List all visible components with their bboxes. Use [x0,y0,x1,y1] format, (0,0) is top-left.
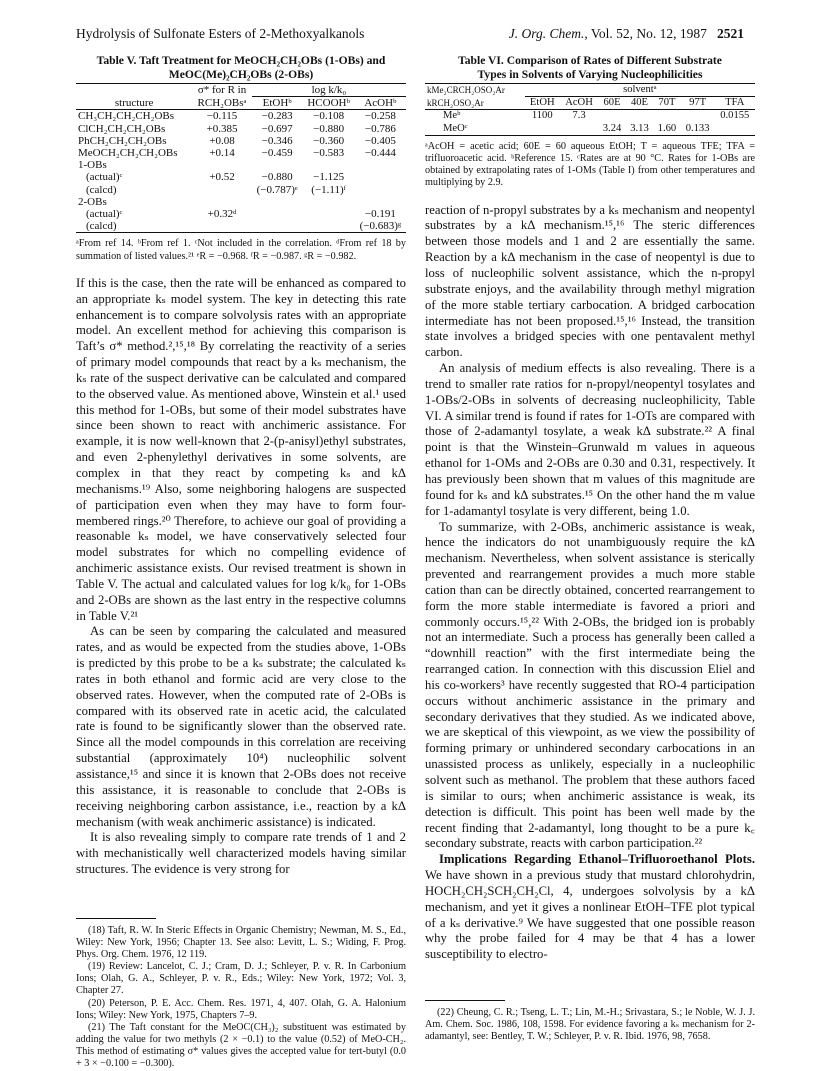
table-row [76,135,406,147]
table-vi-caption [425,54,755,81]
acoh-cell: −0.191 [364,208,396,221]
table-row [76,110,406,123]
rate-ratio-cell: 7.3 [572,110,586,122]
table-vi-footnotes: ᵃAcOH = acetic acid; 60E = 60 aqueous EtOH; T = aqueous TFE; TFA = trifluoroacetic acid. ᵇReference 15. ᶜRates are at 90 °C. Rates for 1-OBs are obtained by extrapolating rates of 1-OMs (Table I) from other temperatures and multiplying by 2.9. [425,140,755,189]
table-vi-caption-line2: Types in Solvents of Varying Nucleophilicities [477,67,703,81]
footnote: (18) Taft, R. W. In Steric Effects in Organic Chemistry; Newman, M. S., Ed., Wiley: New York, 1956; Chapter 13. See also: Levitt, L. S.; Widing, F. Prog. Phys. Org. Chem. 1976, 12 119. [76,925,406,960]
sigma-cell [192,159,252,171]
acoh-cell [355,184,406,196]
solvent-header-40e: 40E [630,97,649,109]
table-row [76,159,406,171]
table-row [425,110,755,123]
table-row [76,208,406,220]
table-v-caption [76,54,406,81]
running-title: Hydrolysis of Sulfonate Esters of 2-Methoxyalkanols [76,26,365,41]
hcooh-cell: −0.360 [313,134,345,147]
hcooh-cell: −0.583 [313,147,345,160]
footnote: (19) Review: Lancelot, C. J.; Cram, D. J.; Schleyer, P. v. R. In Carbonium Ions; Olah, G. A., Schleyer, P. v. R., Eds.; Wiley: New York, 1972; Vol. 3, Chapter 27. [76,961,406,996]
table-v [76,54,406,263]
etoh-cell: −0.697 [261,122,293,135]
etoh-cell [252,196,303,208]
solvent-header-97t: 97T [689,97,707,109]
body-paragraph: As can be seen by comparing the calculated and measured rates, and as would be expected from the studies above, 1-OBs is predicted by this probe to be a kₛ substrate; the calculated kₛ rates in both ethanol and formic acid are very close to the observed rates. However, when the computed rate of 2-OBs is compared with its observed rate in acetic acid, the calculated rate is found to be significantly slower than the observed rate. Since all the model compounds in this correlation are receiving substantial (approximately 10⁴) nucleophilic solvent assistance,¹⁵ and since it is known that 2-OBs does not receive this assistance, it is reasonable to conclude that 2-OBs is receiving neighboring carbon assistance, i.e., reaction by a kΔ mechanism (with weak anchimeric assistance) is indicated. [76,624,406,829]
rate-ratio-cell: 3.13 [630,122,649,134]
table-vi-caption-line1: Table VI. Comparison of Rates of Different Substrate [458,54,722,67]
journal-volume: Vol. 52, No. 12, 1987 [590,26,707,41]
sigma-cell [192,196,252,208]
footnotes-left [76,918,406,1071]
structure-cell: (actual)ᶜ [86,171,123,184]
sigma-cell: +0.52 [209,171,235,184]
solvent-header-etoh: EtOH [529,97,555,109]
structure-cell: (actual)ᶜ [86,208,123,221]
structure-cell: PhCH₂CH₂CH₂OBs [78,134,167,147]
rate-ratio-cell [560,123,599,136]
hcooh-cell: (−1.11)ᶠ [311,183,346,196]
solvent-header-tfa: TFA [725,97,745,109]
table-v-header-sigma: σ* for R in [197,84,247,97]
rate-ratio-cell [681,110,715,123]
sigma-cell: +0.32ᵈ [207,208,237,221]
structure-cell: 1-OBs [78,159,107,172]
table-v-grid [76,83,406,233]
hcooh-cell [302,159,354,171]
table-row [76,196,406,208]
acoh-cell: (−0.683)ᵍ [359,220,402,233]
etoh-cell: −0.346 [261,134,293,147]
etoh-cell [252,208,303,220]
etoh-cell: −0.459 [261,147,293,160]
acoh-cell: −0.258 [364,110,396,123]
rate-ratio-cell: 0.0155 [720,110,750,122]
body-paragraph: It is also revealing simply to compare rate trends of 1 and 2 with mechanistically well characterized models having similar structures. The evidence is very strong for [76,830,406,877]
hcooh-cell [302,196,354,208]
body-paragraph: If this is the case, then the rate will be enhanced as compared to an appropriate kₛ model system. The key in detecting this rate enhancement is to compare solvolysis rates with an appropriate model. An excellent method for achieving this comparison is Taft’s σ* method.²,¹⁵,¹⁸ By correlating the reactivity of a series of primary model compounds that react by a kₛ mechanism, the kₛ rate of the suspect derivative can be calculated and compared to the observed value. As mentioned above, Winstein et al.¹ used this method for 1-OBs, but some of their model substrates have since been shown to react with anchimeric assistance. For example, it is now well-known that 2-(p-anisyl)ethyl substrates, and even 2-phenylethyl derivatives in some solvents, are complex in that they react by competing kₛ and kΔ mechanisms.¹⁹ Also, some neighboring halogens are suspected of participation even when they may have to form four-membered rings.²⁰ Therefore, to achieve our goal of providing a reasonable kₛ model, we have conservatively selected four model substrates for which no compelling evidence of anchimeric assistance exists. Our revised treatment is shown in Table V. The actual and calculated values for log k/k₀ for 1-OBs and 2-OBs are shown as the last entry in the respective columns in Table V.²¹ [76,275,406,623]
acoh-cell: −0.444 [364,147,396,160]
acoh-cell [355,159,406,171]
table-vi-ratio-denominator: kRCH₂OSO₂Ar [427,97,484,108]
acoh-cell [355,171,406,183]
table-v-header-sigma2: RCH₂OBsᵃ [197,96,247,109]
table-v-header-hcooh: HCOOHᵇ [307,97,350,110]
acoh-cell: −0.405 [364,134,396,147]
footnote: (22) Cheung, C. R.; Tseng, L. T.; Lin, M.-H.; Srivastara, S.; le Noble, W. J. J. Am. Chem. Soc. 1986, 108, 1598. For evidence favoring a kₛ mechanism for 2-adamantyl, see: Bentley, T. W.; Schleyer, P. v. R. Ibid. 1976, 98, 7658. [425,1007,755,1042]
section-heading: Implications Regarding Ethanol–Trifluoroethanol Plots. [439,852,755,867]
rate-ratio-cell [525,123,560,136]
table-row [76,147,406,159]
rate-ratio-cell: 3.24 [602,122,622,134]
hcooh-cell [302,208,354,220]
sigma-cell [192,220,252,233]
table-v-header-structure: structure [114,96,154,109]
table-v-caption-line1: Table V. Taft Treatment for MeOCH₂CH₂OBs (1-OBs) and [96,54,386,67]
footnote-rule [425,1000,505,1001]
table-vi-ratio-numerator: kMe₂CRCH₂OSO₂Ar [427,85,505,96]
table-v-header-etoh: EtOHᵇ [262,97,292,110]
etoh-cell [252,159,303,171]
structure-cell: 2-OBs [78,195,107,208]
rate-ratio-cell: 0.133 [685,122,710,134]
table-row [76,184,406,196]
solvent-header-acoh: AcOH [565,97,593,109]
sigma-cell: +0.08 [209,134,235,147]
page-number: 2521 [717,26,744,41]
section-text: We have shown in a previous study that mustard chlorohydrin, HOCH₂CH₂SCH₂CH₂Cl, 4, undergoes solvolysis by a kΔ mechanism, and yet it gives a nonlinear EtOH–TFE plot typical of a kₛ derivative.⁹ We have suggested that one possible reason why the probe failed for 4 may be that 4 has a lower susceptibility to electro- [425,868,755,962]
acoh-cell [355,196,406,208]
table-v-footnotes: ᵃFrom ref 14. ᵇFrom ref 1. ᶜNot included in the correlation. ᵈFrom ref 18 by summation of listed values.²¹ ᵉR = −0.968. ᶠR = −0.987. ᵍR = −0.982. [76,238,406,262]
table-row [425,123,755,136]
structure-cell: CH₃CH₂CH₂CH₂OBs [78,110,175,123]
footnote-rule [76,918,156,919]
rate-ratio-cell: 1100 [531,110,553,122]
table-row [76,123,406,135]
etoh-cell: (−0.787)ᵉ [256,183,298,196]
structure-cell: MeOCH₂CH₂CH₂OBs [78,147,178,160]
footnote: (20) Peterson, P. E. Acc. Chem. Res. 1971, 4, 407. Olah, G. A. Halonium Ions; Wiley: New York, 1975, Chapters 7–9. [76,997,406,1021]
table-row [76,171,406,183]
body-paragraph: To summarize, with 2-OBs, anchimeric assistance is weak, hence the indicators do not unambiguously require the kΔ mechanism. Nevertheless, when solvent assistance is sterically prevented and rearrangement provides a much more stable cation than can be directly obtained, concerted rearrangement to form the more stable intermediate is favored a priori and commonly occurs.¹⁵,²² With 2-OBs, the bridged ion is probably not an intermediate. Such a process has generally been called a “downhill reaction” with the first intermediate being the rearranged cation. In connection with this discussion Eliel and his co-workers³ have recently suggested that RO-4 participation occurs without anchimeric assistance in the primary and secondary derivatives that they studied. As we indicated above, we are skeptical of this viewpoint, as we view the possibility of forming primary or unhindered secondary carbocations in an unassisted process as unlikely, especially in a nucleophilic solvent such as methanol. The problem that these authors faced is similar to ours; when anchimeric assistance is weak, its detection is difficult. This point has been well made by the recent finding that 2-adamantyl, long thought to be a pure k꜀ secondary substrate, reacts with carbon participation.²² [425,519,755,851]
hcooh-cell: −0.880 [313,122,345,135]
body-paragraph: reaction of n-propyl substrates by a kₛ mechanism and neopentyl substrates by a kΔ mechanism.¹⁵,¹⁶ The steric differences between those models and 1 and 2 are essentially the same. Reaction by a kΔ mechanism in the case of neopentyl is due to loss of nucleophilic solvent assistance, which the n-propyl substrate enjoys, and the availability through methyl migration of the more stable tertiary carbocation. A bridged carbocation intermediate has not been proposed.¹⁵,¹⁶ Instead, the transition state involves a bridged species with one pentavalent methyl carbon. [425,202,755,360]
left-column [76,54,406,878]
hcooh-cell: −0.108 [313,110,345,123]
sigma-cell: +0.385 [206,122,238,135]
sigma-cell [192,184,252,196]
journal-citation [509,26,744,42]
sigma-cell: −0.115 [206,110,238,123]
solvent-header-70t: 70T [658,97,676,109]
table-row [76,220,406,233]
structure-cell: (calcd) [86,220,117,233]
table-v-caption-line2: MeOC(Me)₂CH₂OBs (2-OBs) [168,67,314,81]
section-paragraph [425,852,755,963]
etoh-cell: −0.283 [261,110,293,123]
running-header [76,26,744,46]
rate-ratio-cell [598,110,625,123]
acoh-cell: −0.786 [364,122,396,135]
table-vi [425,54,755,190]
sigma-cell: +0.14 [209,147,235,160]
right-column [425,54,755,963]
etoh-cell: −0.880 [261,171,293,184]
footnotes-right [425,1000,755,1043]
rate-ratio-cell [626,110,653,123]
footnote: (21) The Taft constant for the MeOC(CH₃)₂ substituent was estimated by adding the value for two methyls (2 × −0.1) to the value (0.52) of MeO-CH₂. This method of estimating σ* values gives the accepted value for tert-butyl (0.0 + 3 × −0.100 = −0.300). [76,1022,406,1069]
rate-ratio-cell: 1.60 [657,122,677,134]
substituent-cell: Meᵇ [443,110,461,122]
structure-cell: ClCH₂CH₂CH₂OBs [78,122,166,135]
solvent-header-60e: 60E [603,97,621,109]
hcooh-cell [302,220,354,233]
table-vi-grid [425,83,755,136]
rate-ratio-cell [715,123,755,136]
table-vi-header-solvent: solventᵃ [525,84,755,97]
substituent-cell: MeOᶜ [443,122,468,134]
structure-cell: (calcd) [86,183,117,196]
table-v-header-acoh: AcOHᵇ [364,97,397,110]
rate-ratio-cell [653,110,680,123]
etoh-cell [252,220,303,233]
hcooh-cell: −1.125 [313,171,345,184]
body-paragraph: An analysis of medium effects is also revealing. There is a trend to smaller rate ratios for n-propyl/neopentyl tosylates and 1-OBs/2-OBs in solvents of decreasing nucleophilicity, Table VI. A similar trend is found if rates for 1-OTs are compared with those of 2-adamantyl tosylate, a weak kΔ substrate.²² A final point is that the Winstein–Grunwald m values in aqueous ethanol for 1-OMs and 2-OBs are 0.30 and 0.31, respectively. It has previously been shown that m values of this magnitude are found for kₛ and kΔ substrates.¹⁵ On the other hand the m value for 1-adamantyl tosylate is very different, being 1.0. [425,361,755,518]
journal-name: J. Org. Chem., [508,26,588,41]
table-v-header-logk: log k/k₀ [252,84,406,97]
